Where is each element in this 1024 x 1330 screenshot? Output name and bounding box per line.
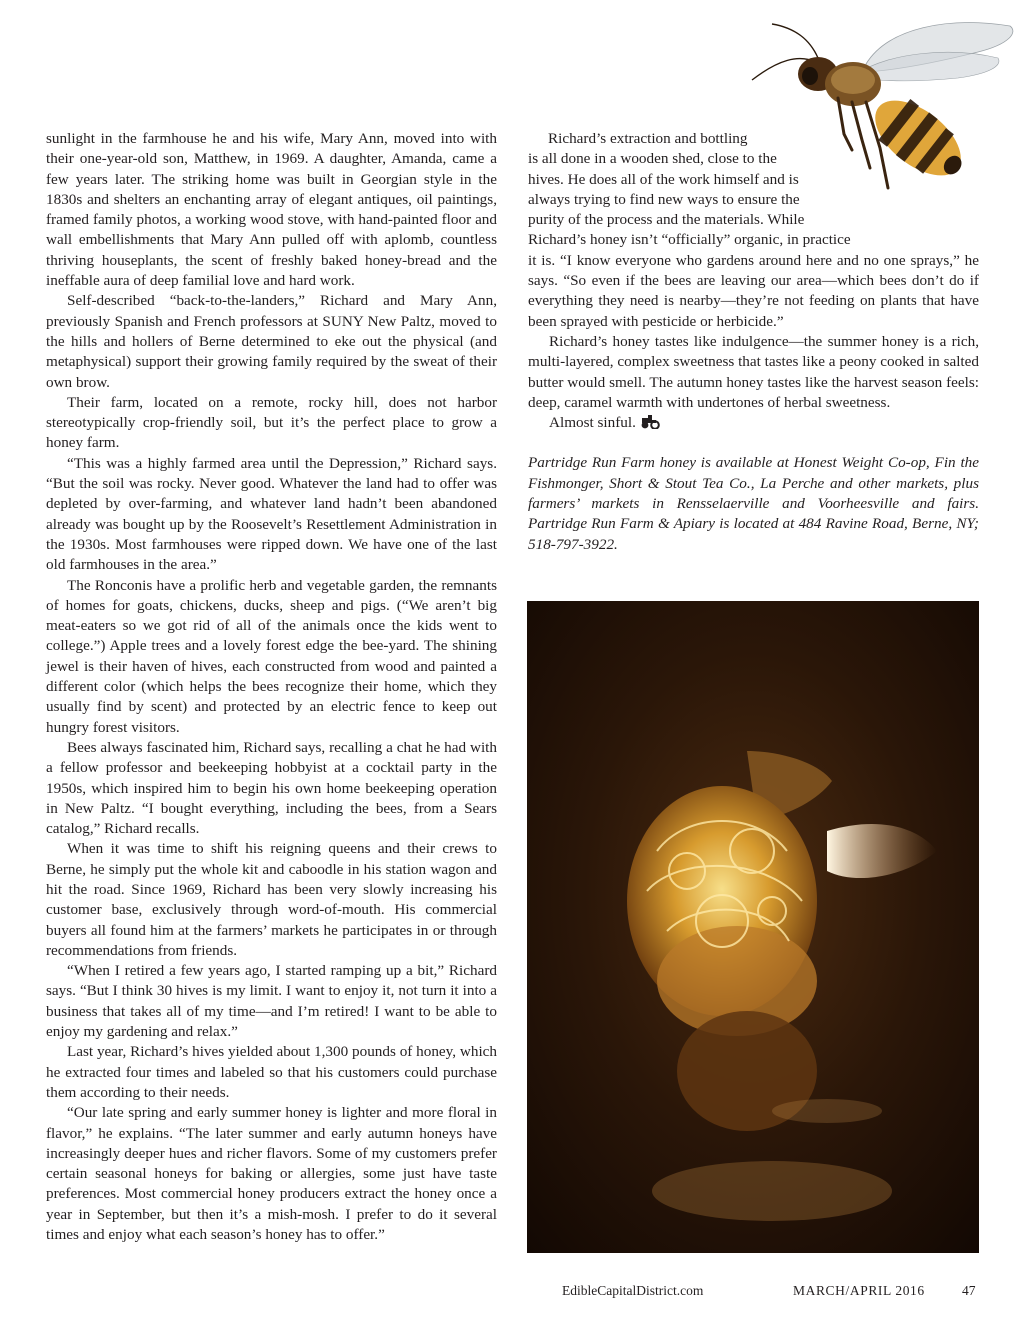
paragraph: “This was a highly farmed area until the Depression,” Richard says. “But the soil was rocky. Never good. Whatever the land had to offer was depleted by over-farming, and whatever land hadn’t been abandoned already was bought up by the Roosevelt’s Resettlement Administration in the 1930s. Most farmhouses were ripped down. We have one of the last old farmhouses in the area.” (46, 454, 497, 574)
footer-page-number: 47 (962, 1283, 976, 1298)
wrapped-line: Richard’s honey isn’t “officially” organic, in practice (528, 231, 851, 249)
wrapped-line: is all done in a wooden shed, close to the (528, 150, 777, 168)
left-article-column (46, 129, 497, 1245)
paragraph: “Our late spring and early summer honey is lighter and more floral in flavor,” he explains. “The later summer and early autumn honeys have increasingly deeper hues and richer flavors. Some of my customers prefer certain seasonal honeys for baking or allergies, some just have taste preferences. Most commercial honey producers extract the honey once a year in September, but then it’s a mish-mosh. I prefer to do it several times and enjoy what each season’s honey has to offer.” (46, 1104, 497, 1244)
wrapped-line: always trying to find new ways to ensure the (528, 190, 800, 208)
paragraph: Self-described “back-to-the-landers,” Richard and Mary Ann, previously Spanish and French professors at SUNY New Paltz, moved to the hills and hollers of Berne determined to eke out the physical (and metaphysical) support their growing family required by the sweat of their own brow. (46, 292, 497, 391)
wrapped-line: Richard’s extraction and bottling (548, 130, 748, 147)
availability-credit: Partridge Run Farm honey is available at Honest Weight Co-op, Fin the Fishmonger, Short & Stout Tea Co., La Perche and other markets, plus farmers’ markets in Rensselaerville and Voorheesville and fairs. Partridge Run Farm & Apiary is located at 484 Ravine Road, Berne, NY; 518-797-3922. (528, 454, 979, 553)
paragraph: The Ronconis have a prolific herb and vegetable garden, the remnants of homes for goats, chickens, ducks, sheep and pigs. (“We aren’t big meat-eaters so we got rid of all of the animals once the kids went to college.”) Apple trees and a lovely forest edge the bee-yard. The shining jewel is their haven of hives, each constructed from wood and painted a different color (which helps the bees recognize their home, which they usually find by scent) and protected by an electric fence to keep out hungry forest visitors. (46, 576, 497, 736)
paragraph: sunlight in the farmhouse he and his wife, Mary Ann, moved into with their one-year-old son, Matthew, in 1969. A daughter, Amanda, came a few years later. The striking home was built in Georgian style in the 1830s and shelters an enchanting array of elegant antiques, oil paintings, framed family photos, a working wood stove, with hand-painted floor and wall embellishments that Mary Ann pulled off with aplomb, countless thriving houseplants, the scent of freshly baked honey-bread and the ineffable aura of deep familial love and hard work. (46, 130, 497, 290)
footer-website: EdibleCapitalDistrict.com (562, 1283, 704, 1298)
bee-wrapped-lines (528, 129, 830, 230)
wrapped-line: hives. He does all of the work himself and is (528, 170, 799, 188)
paragraph: When it was time to shift his reigning queens and their crews to Berne, he simply put the whole kit and caboodle in his station wagon and hit the road. Since 1969, Richard has been very slowly increasing his customer base, exclusively through word-of-mouth. His commercial buyers all found him at the farmers’ markets he participates in or through recommendations from friends. (46, 840, 497, 959)
paragraph: Last year, Richard’s hives yielded about 1,300 pounds of honey, which he extracted four times and labeled so that his customers could purchase them according to their needs. (46, 1043, 497, 1101)
paragraph: Their farm, located on a remote, rocky hill, does not harbor stereotypically crop-friendly soil, but it’s the perfect place to grow a honey farm. (46, 393, 497, 452)
paragraph: Richard’s honey tastes like indulgence—the summer honey is a rich, multi-layered, complex sweetness that tastes like a peony cooked in salted butter would smell. The autumn honey tastes like the harvest season feels: deep, caramel warmth with undertones of herbal sweetness. (528, 332, 979, 411)
tractor-end-icon (640, 415, 660, 429)
honey-dipper-photo (527, 601, 979, 1253)
paragraph: “When I retired a few years ago, I started ramping up a bit,” Richard says. “But I think 30 hives is my limit. I want to enjoy it, not turn it into a business that takes all of my time—and I’m retired! I want to be able to enjoy my gardening and relax.” (46, 962, 497, 1041)
closing-line (528, 413, 979, 433)
wrapped-line: purity of the process and the materials. While (528, 211, 805, 229)
closing-text: Almost sinful. (549, 414, 636, 432)
right-article-column (528, 129, 979, 555)
paragraph: Bees always fascinated him, Richard says, recalling a chat he had with a fellow professor and beekeeping hobbyist at a cocktail party in the 1950s, which inspired him to begin his own home beekeeping operation in New Paltz. “I bought everything, including the bees, from a Sears catalog,” Richard recalls. (46, 738, 497, 838)
paragraph: it is. “I know everyone who gardens around here and no one sprays,” he says. “So even if the bees are leaving our area—which bees don’t do if everything they need is nearby—they’re not feeding on plants that have been sprayed with pesticide or herbicide.” (528, 251, 979, 330)
bee-wings (860, 23, 1013, 81)
footer-issue-date: MARCH/APRIL 2016 (793, 1283, 925, 1298)
